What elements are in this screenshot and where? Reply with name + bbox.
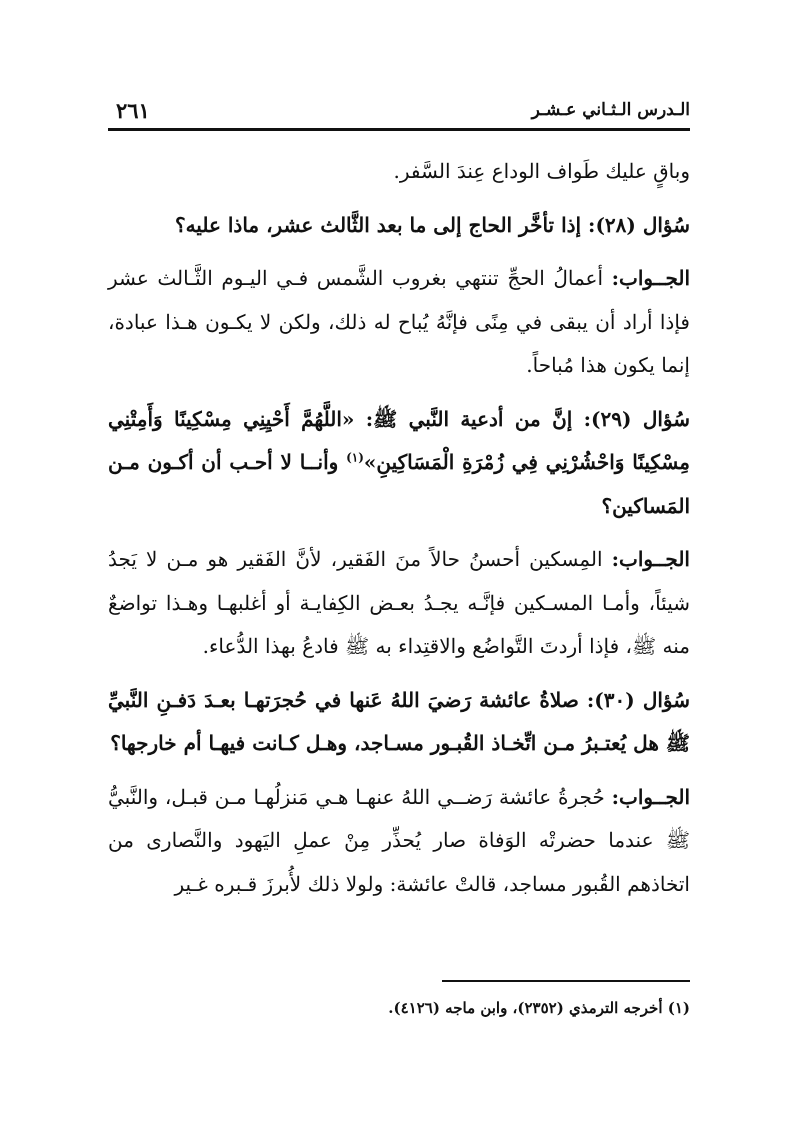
paragraph-intro: وباقٍ عليك طَواف الوداع عِندَ السَّفر.	[393, 159, 690, 183]
answer-29	[108, 538, 690, 669]
question-30: سُؤال (٣٠): صلاةُ عائشة رَضيَ اللهُ عَنها في حُجرَتهـا بعـدَ دَفـنِ النَّبيِّ ﷺ هل يُعتـبرُ مـن اتِّخـاذ القُبـور مسـاجد، وهـل كـانت فيهـا أم خارجها؟	[108, 687, 691, 755]
footnote: (١) أخرجه الترمذي (٢٣٥٢)، وابن ماجه (٤١٢٦).	[388, 999, 690, 1017]
question-29	[108, 398, 690, 529]
footnote-marker[interactable]: (١)	[346, 450, 364, 465]
answer-30	[108, 776, 690, 907]
answer-text: أعمالُ الحجِّ تنتهي بغروب الشَّمس فـي اليـوم الثَّـالث عشر فإذا أراد أن يبقى في مِنًى فإنَّهُ يُباح له ذلك، ولكن لا يكـون هـذا عبادة، إنما يكون هذا مُباحاً.	[108, 266, 690, 377]
page-header	[108, 92, 690, 131]
answer-28	[108, 257, 690, 388]
answer-text: حُجرةُ عائشة رَضــي اللهُ عنهـا هـي مَنزلُهـا مـن قبـل، والنَّبيُّ ﷺ عندما حضرتْه الوَفاة صار يُحذِّر مِنْ عملِ اليَهود والنَّصارى من اتخاذهم القُبور مساجد، قالتْ عائشة: ولولا ذلك لأُبرزَ قـبره غـير	[108, 784, 690, 896]
answer-label: الجــواب:	[611, 266, 691, 290]
answer-label: الجــواب:	[611, 784, 691, 809]
question-text-cont: وأنــا لا أحـب أن أكـون مـن المَساكين؟	[108, 450, 690, 518]
running-title: الـدرس الـثـاني عـشـر	[531, 100, 690, 120]
answer-text: المِسكين أحسنُ حالاً منَ الفَقير، لأنَّ الفَقير هو مـن لا يَجدُ شيئاً، وأمـا المسـكين فإنَّـه يجـدُ بعـض الكِفايـة أو أغلبهـا وهـذا تواضعٌ منه ﷺ، فإذا أردتَ التَّواضُع والاقتِداء به ﷺ فادعُ بهذا الدُّعاء.	[108, 547, 691, 658]
page-number: ٢٦١	[116, 98, 150, 123]
page-body	[108, 150, 690, 916]
question-28: سُؤال (٢٨): إذا تأخَّر الحاج إلى ما بعد الثَّالث عشر، ماذا عليه؟	[174, 212, 690, 237]
footnote-divider	[442, 980, 690, 982]
answer-label: الجــواب:	[611, 547, 690, 571]
question-text: سُؤال (٢٩): إنَّ من أدعية النَّبي ﷺ: «اللَّهُمَّ أَحْيِنِي مِسْكِينًا وَأَمِتْنِي مِسْكِينًا وَاحْشُرْنِي فِي زُمْرَةِ الْمَسَاكِينِ»	[108, 406, 690, 474]
